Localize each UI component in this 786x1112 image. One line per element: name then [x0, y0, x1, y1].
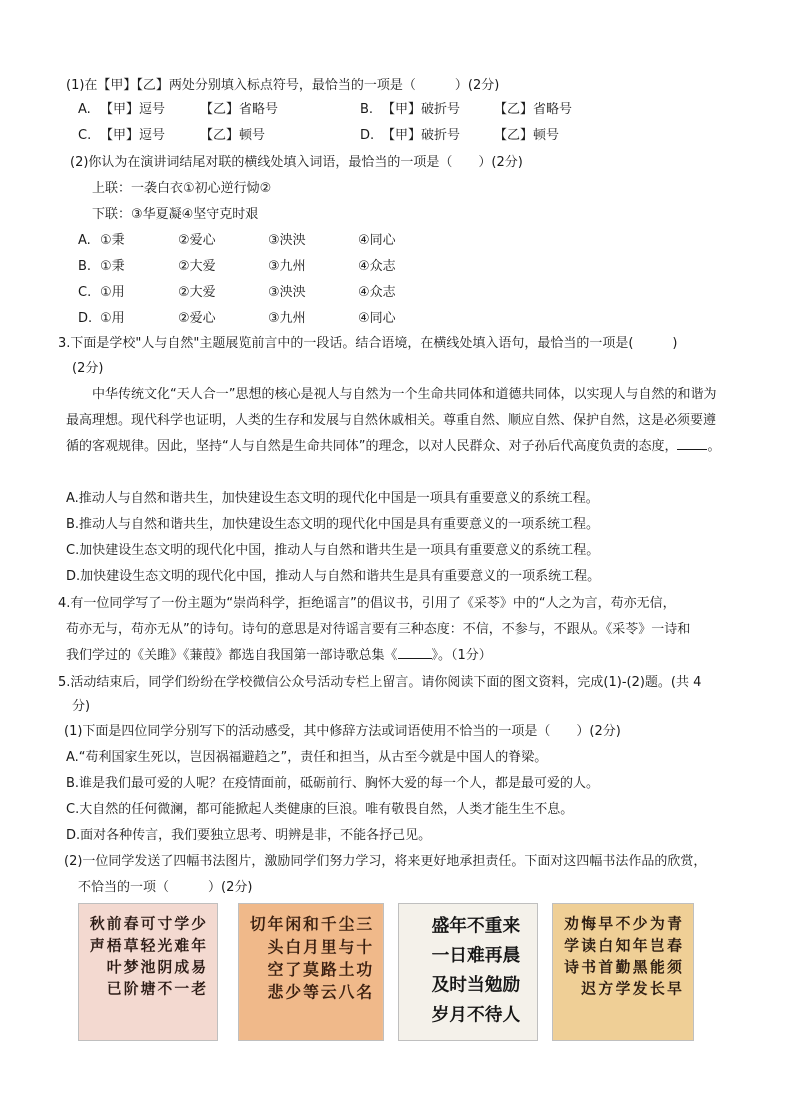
option-word: ③九州: [268, 259, 306, 274]
calligraphy-glyph: 少: [285, 982, 302, 1002]
calligraphy-glyph: 秋: [89, 915, 105, 933]
calligraphy-glyph: 读: [581, 937, 597, 955]
calligraphy-line: 一日难再晨: [431, 945, 521, 967]
option-word: ②大爱: [178, 285, 216, 300]
q2-option-b[interactable]: [78, 258, 396, 276]
couplet-lower: 下联：③华夏凝④坚守克时艰: [92, 207, 259, 222]
calligraphy-glyph: 千: [320, 914, 337, 934]
q4-text-end: 》。（1分）: [431, 648, 492, 663]
calligraphy-glyph: 早: [598, 915, 614, 933]
option-letter: D.: [360, 128, 375, 143]
calligraphy-image-three: [398, 903, 538, 1041]
option-word: ③九州: [268, 311, 306, 326]
option-jia: 【甲】破折号: [382, 102, 461, 117]
calligraphy-glyph: 能: [649, 959, 665, 976]
calligraphy-glyph: 白: [285, 937, 302, 957]
calligraphy-glyph: 学: [564, 937, 579, 955]
calligraphy-glyph: 与: [338, 937, 355, 957]
calligraphy-glyph: 年: [632, 937, 648, 955]
calligraphy-three-art: [399, 904, 537, 1040]
q4-line2: 苟亦无与，苟亦无从”的诗句。诗句的意思是对待谣言要有三种态度：不信，不参与，不跟从。《采苓》一诗和: [66, 622, 691, 637]
calligraphy-glyph: 切: [249, 914, 266, 934]
q1-option-c[interactable]: [78, 127, 559, 145]
calligraphy-glyph: 长: [649, 980, 665, 998]
q3-option-d[interactable]: D.加快建设生态文明的现代化中国，推动人与自然和谐共生是具有重要意义的一项系统工程。: [66, 569, 601, 584]
option-yi: 【乙】顿号: [494, 128, 560, 143]
calligraphy-line: 岁月不待人: [431, 1004, 521, 1026]
calligraphy-glyph: 莫: [303, 959, 319, 979]
option-jia: 【甲】破折号: [382, 128, 461, 143]
passage-text: 中华传统文化“天人合一”思想的核心是视人与自然为一个生命共同体和道德共同体，以实现人与自然的和谐为最高理想。现代科学也证明，人类的生存和发展与自然休戚相关。尊重自然、顺应自然、保护自然，这是必须要遵循的客观规律。因此，坚持“人与自然是生命共同体”的理念，以对人民群众、对子孙后代高度负责的态度，: [66, 387, 717, 454]
calligraphy-glyph: 梧: [106, 937, 122, 955]
q4-text: 我们学过的《关雎》《蒹葭》都选自我国第一部诗歌总集《: [66, 648, 398, 663]
q3-passage: [66, 382, 726, 460]
calligraphy-glyph: 叶: [106, 959, 122, 976]
option-word: ①用: [100, 285, 125, 300]
calligraphy-glyph: 不: [615, 915, 631, 933]
calligraphy-glyph: 岂: [649, 937, 665, 955]
calligraphy-glyph: 黑: [632, 959, 648, 976]
q4-line1: 4.有一位同学写了一份主题为“崇尚科学，拒绝谣言”的倡议书，引用了《采苓》中的“人之为言，苟亦无信，: [58, 596, 676, 611]
option-letter: C.: [78, 285, 92, 300]
calligraphy-glyph: 早: [667, 980, 682, 998]
calligraphy-glyph: 年: [267, 914, 284, 934]
option-letter: A.: [78, 102, 91, 117]
calligraphy-line: 及时当勉励: [431, 974, 521, 996]
q5-sub1-option-c[interactable]: C.大自然的任何微澜，都可能掀起人类健康的巨浪。唯有敬畏自然，人类才能生生不息。: [66, 802, 574, 817]
q5-stem: 5.活动结束后，同学们纷纷在学校微信公众号活动专栏上留言。请你阅读下面的图文资料，完成(1)-(2)题。(共 4: [58, 675, 702, 690]
option-letter: B.: [360, 102, 374, 117]
calligraphy-glyph: 书: [581, 959, 597, 976]
calligraphy-line: 盛年不重来: [431, 915, 521, 937]
calligraphy-glyph: 少: [632, 915, 648, 933]
calligraphy-image-one: [78, 903, 218, 1041]
calligraphy-glyph: 等: [303, 982, 319, 1002]
q2-stem: (2)你认为在演讲词结尾对联的横线处填入词语，最恰当的一项是（ ）(2分): [70, 155, 523, 170]
calligraphy-glyph: 梦: [123, 959, 139, 976]
calligraphy-glyph: 一: [174, 980, 190, 998]
option-letter: A.: [78, 233, 91, 248]
calligraphy-glyph: 学: [174, 915, 190, 933]
calligraphy-glyph: 路: [320, 959, 337, 979]
calligraphy-glyph: 劝: [564, 915, 579, 933]
calligraphy-glyph: 草: [123, 937, 139, 955]
option-yi: 【乙】顿号: [200, 128, 266, 143]
calligraphy-glyph: 老: [191, 980, 207, 998]
calligraphy-glyph: 塘: [140, 980, 156, 998]
answer-blank[interactable]: [677, 449, 707, 450]
calligraphy-glyph: 学: [615, 980, 631, 998]
calligraphy-glyph: 头: [267, 937, 284, 957]
calligraphy-glyph: 名: [356, 982, 373, 1002]
calligraphy-image-four: [552, 903, 694, 1041]
calligraphy-glyph: 土: [338, 959, 355, 979]
option-letter: D.: [78, 311, 93, 326]
calligraphy-glyph: 了: [285, 959, 302, 979]
option-word: ①秉: [100, 233, 125, 248]
option-letter: C.: [78, 128, 92, 143]
q2-option-a[interactable]: [78, 232, 396, 250]
q5-sub2-stem: (2)一位同学发送了四幅书法图片，激励同学们努力学习，将来更好地承担责任。下面对这四幅书法作品的欣赏，: [64, 854, 707, 869]
calligraphy-glyph: 阶: [123, 980, 139, 998]
calligraphy-glyph: 首: [598, 959, 614, 976]
calligraphy-glyph: 声: [89, 937, 105, 955]
option-letter: B.: [78, 259, 92, 274]
calligraphy-glyph: 悔: [581, 915, 597, 933]
calligraphy-glyph: 已: [106, 980, 122, 998]
q3-stem: 3.下面是学校"人与自然"主题展览前言中的一段话。结合语境，在横线处填入语句，最恰当的一项是( ): [58, 336, 678, 351]
option-jia: 【甲】逗号: [100, 128, 166, 143]
q5-sub1-stem: (1)下面是四位同学分别写下的活动感受，其中修辞方法或词语使用不恰当的一项是（ ）(2分): [64, 724, 621, 739]
calligraphy-glyph: 八: [338, 982, 355, 1002]
calligraphy-glyph: 为: [649, 915, 665, 933]
q3-score: (2分): [72, 361, 104, 376]
option-word: ②大爱: [178, 259, 216, 274]
option-jia: 【甲】逗号: [100, 102, 166, 117]
calligraphy-glyph: 少: [191, 915, 207, 933]
q5-sub1-option-d[interactable]: D.面对各种传言，我们要独立思考、明辨是非，不能各抒己见。: [66, 828, 432, 843]
calligraphy-glyph: 知: [615, 937, 631, 955]
calligraphy-glyph: 功: [356, 959, 373, 979]
calligraphy-glyph: 闲: [285, 914, 302, 934]
calligraphy-glyph: 尘: [338, 914, 355, 934]
option-word: ②爱心: [178, 233, 216, 248]
calligraphy-glyph: 不: [157, 980, 173, 998]
calligraphy-glyph: 云: [320, 982, 337, 1002]
calligraphy-glyph: 成: [174, 959, 190, 976]
option-word: ①用: [100, 311, 125, 326]
option-word: ③泱泱: [268, 285, 306, 300]
calligraphy-glyph: 年: [191, 937, 207, 955]
calligraphy-glyph: 方: [598, 980, 614, 998]
option-word: ④众志: [358, 259, 396, 274]
passage-end: 。: [707, 439, 721, 454]
calligraphy-glyph: 轻: [140, 937, 156, 955]
calligraphy-glyph: 易: [191, 959, 207, 976]
q5-stem-end: 分): [72, 699, 91, 714]
calligraphy-glyph: 须: [667, 959, 682, 976]
calligraphy-glyph: 青: [667, 915, 682, 933]
option-word: ③泱泱: [268, 233, 306, 248]
calligraphy-glyph: 春: [123, 915, 139, 933]
calligraphy-glyph: 月: [303, 937, 319, 957]
calligraphy-glyph: 春: [667, 937, 682, 955]
q2-option-c[interactable]: [78, 284, 396, 302]
q3-option-a[interactable]: A.推动人与自然和谐共生，加快建设生态文明的现代化中国是一项具有重要意义的系统工程。: [66, 491, 599, 506]
calligraphy-glyph: 发: [632, 980, 648, 998]
q3-option-b[interactable]: B.推动人与自然和谐共生，加快建设生态文明的现代化中国是具有重要意义的一项系统工程。: [66, 517, 600, 532]
calligraphy-glyph: 池: [140, 959, 156, 976]
calligraphy-glyph: 光: [157, 937, 173, 955]
calligraphy-glyph: 三: [356, 914, 373, 934]
answer-blank[interactable]: [398, 658, 432, 659]
calligraphy-glyph: 和: [303, 914, 319, 934]
calligraphy-glyph: 里: [320, 937, 337, 957]
q4-line3: [66, 647, 492, 665]
q5-sub2-stem-end: 不恰当的一项（ ）(2分): [78, 880, 253, 895]
q1-option-a[interactable]: [78, 101, 572, 119]
calligraphy-glyph: 阴: [157, 959, 173, 976]
calligraphy-glyph: 迟: [581, 980, 597, 998]
calligraphy-one-art: [79, 904, 217, 1040]
calligraphy-four-art: [553, 904, 693, 1040]
calligraphy-glyph: 十: [356, 937, 373, 957]
q1-stem: (1)在【甲】【乙】两处分别填入标点符号，最恰当的一项是（ ）(2分): [66, 78, 500, 93]
couplet-upper: 上联：一袭白衣①初心逆行恸②: [92, 181, 272, 196]
q5-sub1-option-b[interactable]: B.谁是我们最可爱的人呢？在疫情面前，砥砺前行、胸怀大爱的每一个人，都是最可爱的人。: [66, 776, 600, 791]
option-word: ④同心: [358, 233, 396, 248]
option-word: ④同心: [358, 311, 396, 326]
calligraphy-glyph: 可: [140, 915, 156, 933]
calligraphy-image-two: [238, 903, 384, 1041]
calligraphy-glyph: 诗: [564, 959, 579, 976]
calligraphy-glyph: 难: [174, 937, 190, 955]
calligraphy-glyph: 空: [267, 959, 284, 979]
q3-option-c[interactable]: C.加快建设生态文明的现代化中国，推动人与自然和谐共生是一项具有重要意义的系统工程。: [66, 543, 600, 558]
option-word: ①秉: [100, 259, 125, 274]
q2-option-d[interactable]: [78, 310, 396, 328]
option-yi: 【乙】省略号: [494, 102, 573, 117]
calligraphy-two-art: [239, 904, 383, 1040]
option-yi: 【乙】省略号: [200, 102, 279, 117]
option-word: ④众志: [358, 285, 396, 300]
option-word: ②爱心: [178, 311, 216, 326]
calligraphy-glyph: 寸: [157, 915, 173, 933]
calligraphy-glyph: 悲: [267, 982, 284, 1002]
calligraphy-glyph: 白: [598, 937, 614, 955]
calligraphy-glyph: 前: [106, 915, 122, 933]
q5-sub1-option-a[interactable]: A.“苟利国家生死以，岂因祸福避趋之”，责任和担当，从古至今就是中国人的脊梁。: [66, 750, 548, 765]
calligraphy-glyph: 勤: [615, 959, 631, 976]
